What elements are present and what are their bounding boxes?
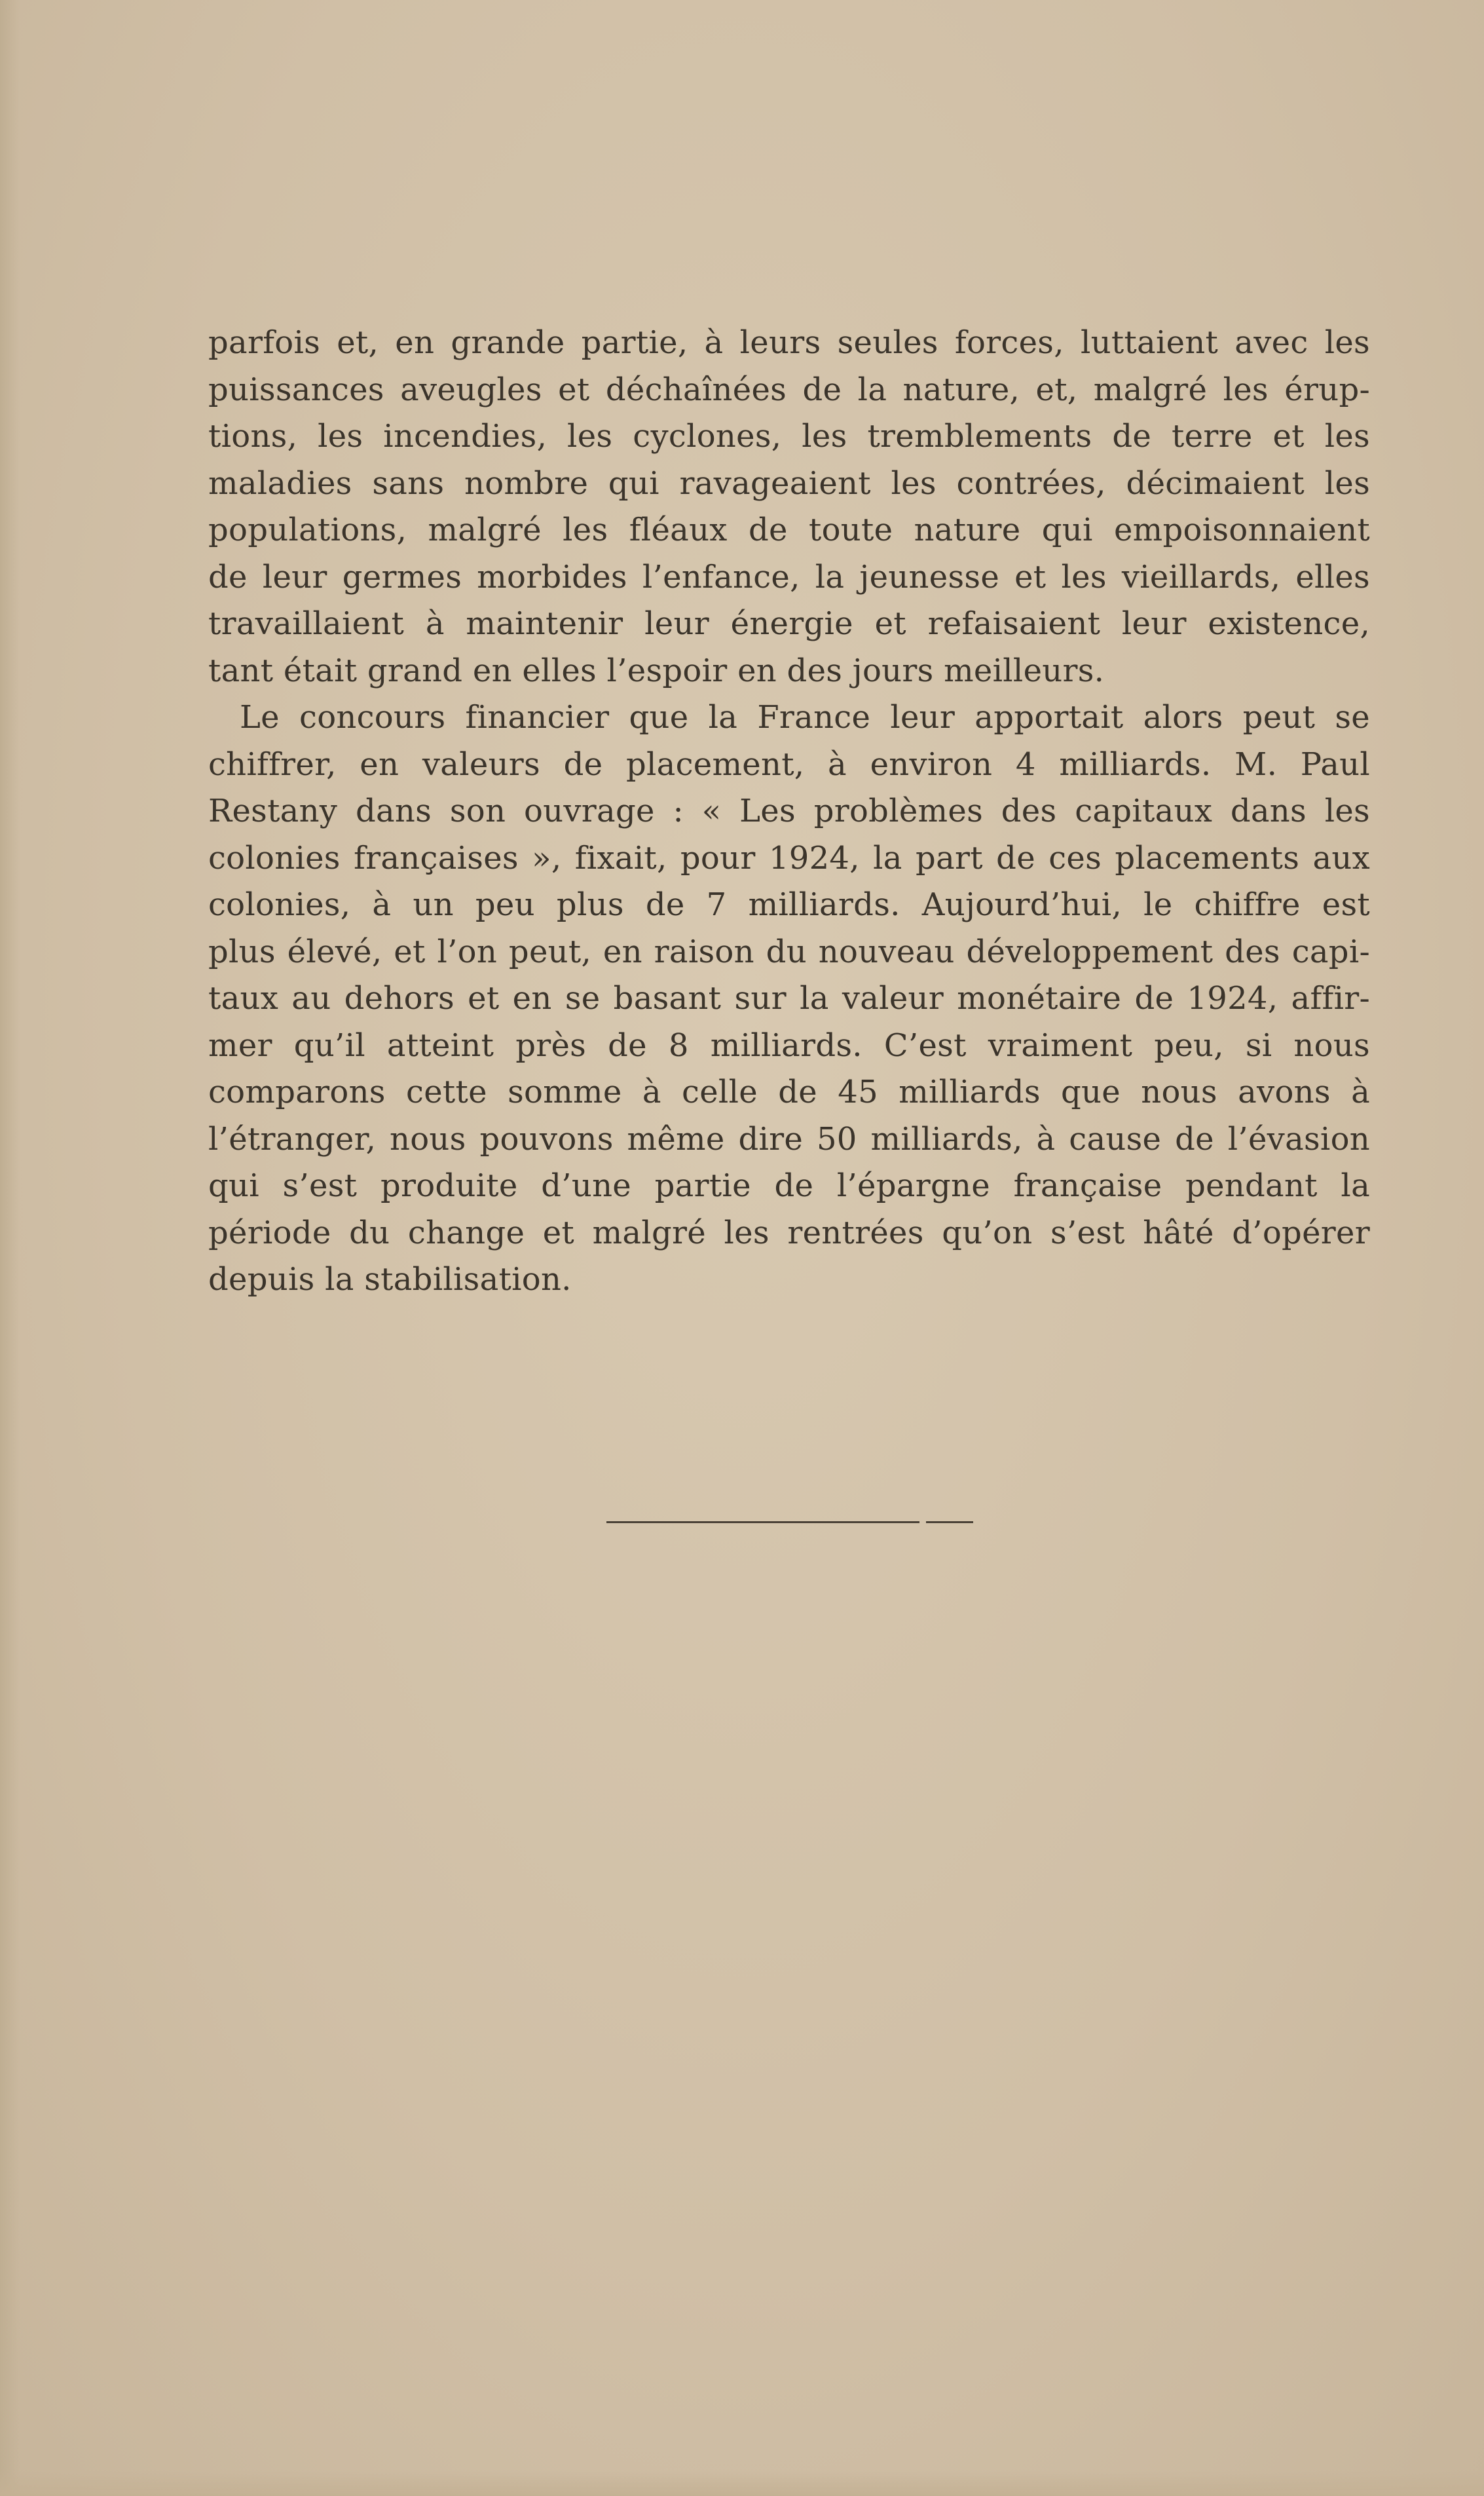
text-line: Restany dans son ouvrage : « Les problèmes des capitaux dans les — [208, 793, 1370, 829]
section-end-rule — [606, 1521, 973, 1524]
text-line: comparons cette somme à celle de 45 milliards que nous avons à — [208, 1074, 1370, 1110]
text-line: plus élevé, et l’on peut, en raison du nouveau développement des capi- — [208, 933, 1370, 970]
text-line: qui s’est produite d’une partie de l’épargne française pendant la — [208, 1167, 1370, 1204]
text-line: chiffrer, en valeurs de placement, à environ 4 milliards. M. Paul — [208, 746, 1370, 783]
text-line: l’étranger, nous pouvons même dire 50 milliards, à cause de l’évasion — [208, 1120, 1370, 1158]
text-line: maladies sans nombre qui ravageaient les contrées, décimaient les — [208, 464, 1370, 502]
text-line: Le concours financier que la France leur apportait alors peut se — [240, 699, 1370, 736]
rule-segment — [606, 1521, 919, 1523]
text-line: parfois et, en grande partie, à leurs seules forces, luttaient avec les — [208, 324, 1370, 361]
text-line: de leur germes morbides l’enfance, la jeunesse et les vieillards, elles — [208, 558, 1370, 596]
rule-segment — [926, 1521, 973, 1523]
text-line: travaillaient à maintenir leur énergie et refaisaient leur existence, — [208, 605, 1370, 642]
text-line: populations, malgré les fléaux de toute nature qui empoisonnaient — [208, 512, 1370, 548]
body-text — [208, 320, 1370, 1304]
text-line: mer qu’il atteint près de 8 milliards. C’est vraiment peu, si nous — [208, 1027, 1370, 1064]
text-line: période du change et malgré les rentrées qu’on s’est hâté d’opérer — [208, 1214, 1370, 1251]
text-line: colonies, à un peu plus de 7 milliards. Aujourd’hui, le chiffre est — [208, 886, 1370, 923]
text-line: taux au dehors et en se basant sur la valeur monétaire de 1924, affir- — [208, 980, 1370, 1017]
text-line: puissances aveugles et déchaînées de la nature, et, malgré les érup- — [208, 371, 1370, 408]
page-edge-shadow — [0, 0, 20, 2496]
text-line: tant était grand en elles l’espoir en des jours meilleurs. — [208, 652, 1105, 689]
page-bottom-shadow — [0, 2470, 1484, 2496]
text-line: tions, les incendies, les cyclones, les tremblements de terre et les — [208, 418, 1370, 455]
text-line: depuis la stabilisation. — [208, 1261, 572, 1298]
text-line: colonies françaises », fixait, pour 1924, la part de ces placements aux — [208, 839, 1370, 877]
